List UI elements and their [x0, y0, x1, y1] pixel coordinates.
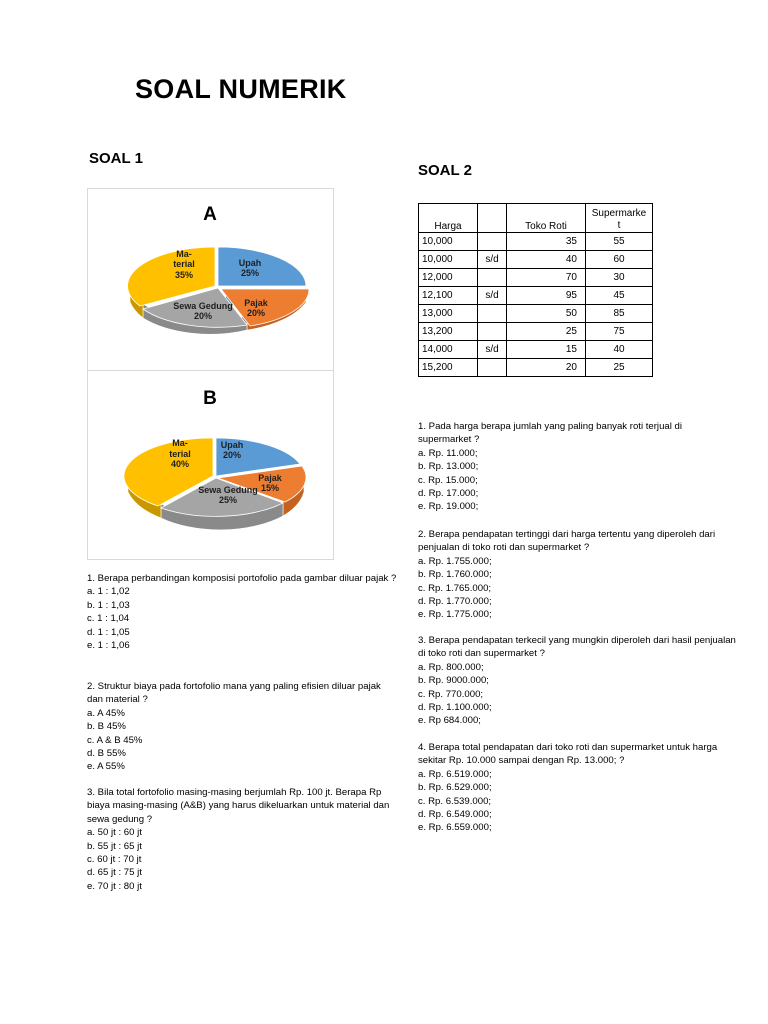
- option: d. Rp. 1.770.000;: [418, 596, 492, 608]
- cell: s/d: [478, 251, 507, 269]
- soal2-heading: SOAL 2: [418, 162, 472, 179]
- chart-a-material-pct: 35%: [174, 270, 194, 280]
- option: d. Rp. 6.549.000;: [418, 809, 492, 821]
- soal1-question-3: [87, 786, 403, 893]
- option: a. Rp. 800.000;: [418, 661, 484, 673]
- cell: 45: [586, 287, 653, 305]
- option: d. 1 : 1,05: [87, 626, 130, 638]
- table-row: [419, 269, 653, 287]
- chart-b-upah-pct: 20%: [222, 450, 242, 460]
- option-list: [418, 447, 736, 514]
- header-toko-roti: Toko Roti: [507, 204, 586, 233]
- table-row: [419, 251, 653, 269]
- cell: 50: [507, 305, 586, 323]
- option: b. B 45%: [87, 721, 126, 733]
- option: c. Rp. 770.000;: [418, 688, 484, 700]
- cell: 75: [586, 323, 653, 341]
- question-text: 2. Berapa pendapatan tertinggi dari harga tertentu yang diperoleh dari penjualan di toko roti dan supermarket ?: [418, 529, 716, 554]
- cell: 12,000: [419, 269, 478, 287]
- header-harga: Harga: [419, 204, 478, 233]
- question-text: 4. Berapa total pendapatan dari toko roti dan supermarket untuk harga sekitar Rp. 10.000 sampai dengan Rp. 13.000; ?: [418, 742, 718, 767]
- question-text: 1. Pada harga berapa jumlah yang paling banyak roti terjual di supermarket ?: [418, 421, 683, 446]
- option: e. 70 jt : 80 jt: [87, 880, 142, 892]
- soal2-question-3: [418, 634, 736, 728]
- chart-a-material-label-2: terial: [173, 259, 195, 269]
- price-table: [418, 203, 653, 377]
- option: a. A 45%: [87, 707, 125, 719]
- pie-chart-a: [87, 188, 334, 372]
- chart-b-material-pct: 40%: [170, 459, 190, 469]
- option-list: [418, 768, 748, 835]
- option: c. 60 jt : 70 jt: [87, 854, 142, 866]
- option: b. 55 jt : 65 jt: [87, 840, 142, 852]
- cell: 40: [507, 251, 586, 269]
- table-row: [419, 323, 653, 341]
- option-list: [87, 707, 399, 774]
- option: c. A & B 45%: [87, 734, 143, 746]
- option-list: [418, 661, 736, 728]
- option: b. Rp. 9000.000;: [418, 675, 489, 687]
- cell: 30: [586, 269, 653, 287]
- cell: 95: [507, 287, 586, 305]
- chart-a-label: A: [203, 204, 217, 225]
- cell: 15: [507, 341, 586, 359]
- option: c. Rp. 6.539.000;: [418, 795, 492, 807]
- page-title: SOAL NUMERIK: [135, 74, 347, 104]
- option: a. Rp. 11.000;: [418, 447, 478, 459]
- chart-a-sewa-label: Sewa Gedung: [173, 301, 233, 311]
- cell: [478, 359, 507, 377]
- table-row: [419, 341, 653, 359]
- option: d. B 55%: [87, 748, 126, 760]
- chart-b-pajak-pct: 15%: [260, 483, 280, 493]
- option: a. 50 jt : 60 jt: [87, 827, 142, 839]
- question-text: 1. Berapa perbandingan komposisi portofolio pada gambar diluar pajak ?: [87, 573, 397, 584]
- question-text: 3. Berapa pendapatan terkecil yang mungkin diperoleh dari hasil penjualan di toko roti dan supermarket ?: [418, 635, 736, 660]
- option-list: [87, 826, 403, 893]
- table-row: [419, 233, 653, 251]
- cell: 85: [586, 305, 653, 323]
- table-row: [419, 359, 653, 377]
- option: d. 65 jt : 75 jt: [87, 867, 142, 879]
- option: e. A 55%: [87, 761, 125, 773]
- cell: s/d: [478, 287, 507, 305]
- question-text: 3. Bila total fortofolio masing-masing berjumlah Rp. 100 jt. Berapa Rp biaya masing-masing (A&B) yang harus dikeluarkan untuk material dan sewa gedung ?: [87, 787, 390, 825]
- chart-a-upah-pct: 25%: [240, 268, 260, 278]
- chart-a-upah-label: Upah: [238, 258, 262, 268]
- option: e. Rp 684.000;: [418, 715, 481, 727]
- cell: 60: [586, 251, 653, 269]
- chart-a-pajak-label: Pajak: [244, 298, 268, 308]
- option-list: [87, 585, 399, 652]
- header-supermarket: Supermarke t: [586, 204, 653, 233]
- chart-a-pajak-pct: 20%: [246, 308, 266, 318]
- cell: 70: [507, 269, 586, 287]
- table-row: [419, 287, 653, 305]
- option-list: [418, 555, 748, 622]
- cell: 40: [586, 341, 653, 359]
- pie-chart-b: [87, 370, 334, 560]
- option: d. Rp. 17.000;: [418, 488, 479, 500]
- chart-b-pajak-label: Pajak: [258, 473, 282, 483]
- pie-chart-b-svg: [88, 371, 333, 559]
- option: e. Rp. 1.775.000;: [418, 609, 492, 621]
- header-blank: [478, 204, 507, 233]
- option: c. Rp. 1.765.000;: [418, 582, 492, 594]
- cell: 13,200: [419, 323, 478, 341]
- option: e. 1 : 1,06: [87, 640, 130, 652]
- cell: [478, 233, 507, 251]
- option: b. Rp. 6.529.000;: [418, 782, 492, 794]
- cell: 25: [507, 323, 586, 341]
- cell: 15,200: [419, 359, 478, 377]
- table-row: [419, 305, 653, 323]
- cell: 20: [507, 359, 586, 377]
- soal2-question-1: [418, 420, 736, 514]
- cell: 13,000: [419, 305, 478, 323]
- chart-b-material-label-1: Ma-: [172, 438, 188, 448]
- option: e. Rp. 6.559.000;: [418, 822, 492, 834]
- question-text: 2. Struktur biaya pada fortofolio mana yang paling efisien diluar pajak dan material ?: [87, 681, 381, 706]
- option: c. Rp. 15.000;: [418, 474, 478, 486]
- cell: 55: [586, 233, 653, 251]
- chart-b-label: B: [203, 388, 217, 409]
- cell: 25: [586, 359, 653, 377]
- option: a. 1 : 1,02: [87, 586, 130, 598]
- chart-b-upah-label: Upah: [220, 440, 244, 450]
- chart-b-material-label-2: terial: [169, 449, 191, 459]
- soal1-heading: SOAL 1: [89, 150, 143, 167]
- soal2-question-4: [418, 741, 748, 835]
- option: e. Rp. 19.000;: [418, 501, 479, 513]
- soal1-question-2: [87, 680, 399, 774]
- option: b. Rp. 13.000;: [418, 461, 479, 473]
- option: a. Rp. 1.755.000;: [418, 555, 492, 567]
- chart-b-sewa-label: Sewa Gedung: [198, 485, 258, 495]
- pie-chart-a-svg: [88, 189, 333, 371]
- soal1-question-1: [87, 572, 399, 652]
- cell: 10,000: [419, 251, 478, 269]
- cell: [478, 269, 507, 287]
- option: b. 1 : 1,03: [87, 599, 130, 611]
- chart-b-sewa-pct: 25%: [218, 495, 238, 505]
- option: d. Rp. 1.100.000;: [418, 702, 492, 714]
- chart-a-sewa-pct: 20%: [193, 311, 213, 321]
- table-header-row: [419, 204, 653, 233]
- chart-a-slice-upah: [218, 247, 306, 286]
- cell: [478, 323, 507, 341]
- chart-a-material-label-1: Ma-: [176, 249, 192, 259]
- option: b. Rp. 1.760.000;: [418, 569, 492, 581]
- soal2-question-2: [418, 528, 748, 622]
- cell: [478, 305, 507, 323]
- cell: 10,000: [419, 233, 478, 251]
- cell: 14,000: [419, 341, 478, 359]
- cell: s/d: [478, 341, 507, 359]
- option: c. 1 : 1,04: [87, 613, 130, 625]
- option: a. Rp. 6.519.000;: [418, 768, 492, 780]
- cell: 12,100: [419, 287, 478, 305]
- cell: 35: [507, 233, 586, 251]
